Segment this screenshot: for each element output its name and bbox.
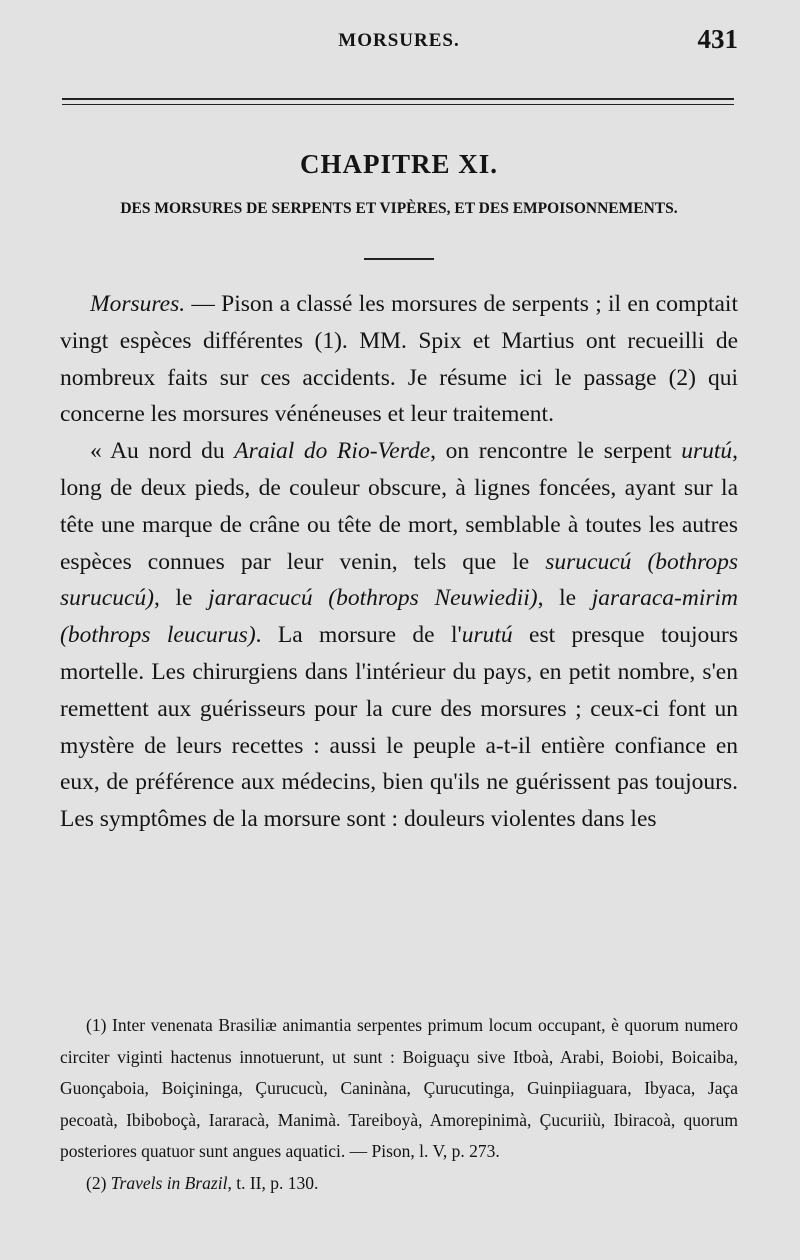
italic-run: jararacucú (bothrops Neuwiedii) xyxy=(208,585,538,612)
text-run: « Au nord du xyxy=(90,438,235,465)
text-run: est presque toujours mortelle. Les chirurgiens dans l'intérieur du pays, en petit nombre, s'en remettent aux guérisseurs pour la cure des morsures ; ceux-ci font un mystère de leurs recettes : aussi le peuple a-t-il entière confiance en eux, de préférence aux médecins, bien qu'ils ne guérissent pas toujours. Les symptômes de la morsure sont : douleurs violentes dans les xyxy=(60,622,739,833)
italic-run: Araial do Rio-Verde xyxy=(234,438,431,465)
italic-run: jararaca-mirim (bothrops leucurus) xyxy=(60,585,739,649)
italic-run: urutú xyxy=(461,622,513,649)
text-run: , long de deux pieds, de couleur obscure, à lignes foncées, ayant sur la tête une marque de crâne ou tête de mort, semblable à toutes les autres espèces connues par leur venin, tels que le xyxy=(60,438,739,575)
running-title: MORSURES. xyxy=(338,30,460,51)
paragraph-lead: Morsures. xyxy=(90,291,186,317)
text-run: , le xyxy=(537,585,592,612)
text-run: , le xyxy=(153,585,209,612)
page-number: 431 xyxy=(697,24,738,54)
section-divider xyxy=(364,258,434,260)
footnote-1: (1) Inter venenata Brasiliæ animantia serpentes primum locum occupant, è quorum numero circiter viginti hactenus innotuerunt, ut sunt : Boiguaçu sive Itboà, Arabi, Boiobi, Boicaiba, Guonçaboia, Boiçininga, Çurucucù, Caninàna, Çurucutinga, Guinpiiaguara, Ibyaca, Jaça pecoatà, Ibiboboçà, Iararacà, Manimà. Tareiboyà, Amorepinimà, Çucuriiù, Ibiracoà, quorum posteriores quatuor sunt angues aquatici. — Pison, l. V, p. 273. xyxy=(60,1015,738,1161)
text-run: . La morsure de l' xyxy=(255,622,462,649)
paragraph xyxy=(60,286,738,433)
chapter-title: CHAPITRE XI. xyxy=(299,149,499,179)
italic-run: urutú xyxy=(681,438,733,465)
italic-run: surucucú (bothrops surucucú) xyxy=(60,548,738,612)
italic-run: Travels in Brazil xyxy=(110,1172,228,1193)
text-run: , on rencontre le serpent xyxy=(430,438,682,465)
paragraph-text: — Pison a classé les morsures de serpents ; il en comptait vingt espèces différentes (1). MM. Spix et Martius ont recueilli de nombreux faits sur ces accidents. Je résume ici le passage (2) qui concerne les morsures vénéneuses et leur traitement. xyxy=(60,291,738,428)
main-text xyxy=(60,286,738,838)
text-run: (2) xyxy=(86,1172,111,1193)
running-head xyxy=(60,0,738,60)
header-rule-thin xyxy=(62,104,734,105)
chapter-subtitle: DES MORSURES DE SERPENTS ET VIPÈRES, ET DES EMPOISONNEMENTS. xyxy=(120,200,678,217)
paragraph xyxy=(60,433,738,838)
header-rule xyxy=(62,98,734,100)
footnote-2 xyxy=(60,1168,738,1200)
text-run: , t. II, p. 130. xyxy=(227,1172,319,1193)
footnotes xyxy=(60,1010,738,1199)
